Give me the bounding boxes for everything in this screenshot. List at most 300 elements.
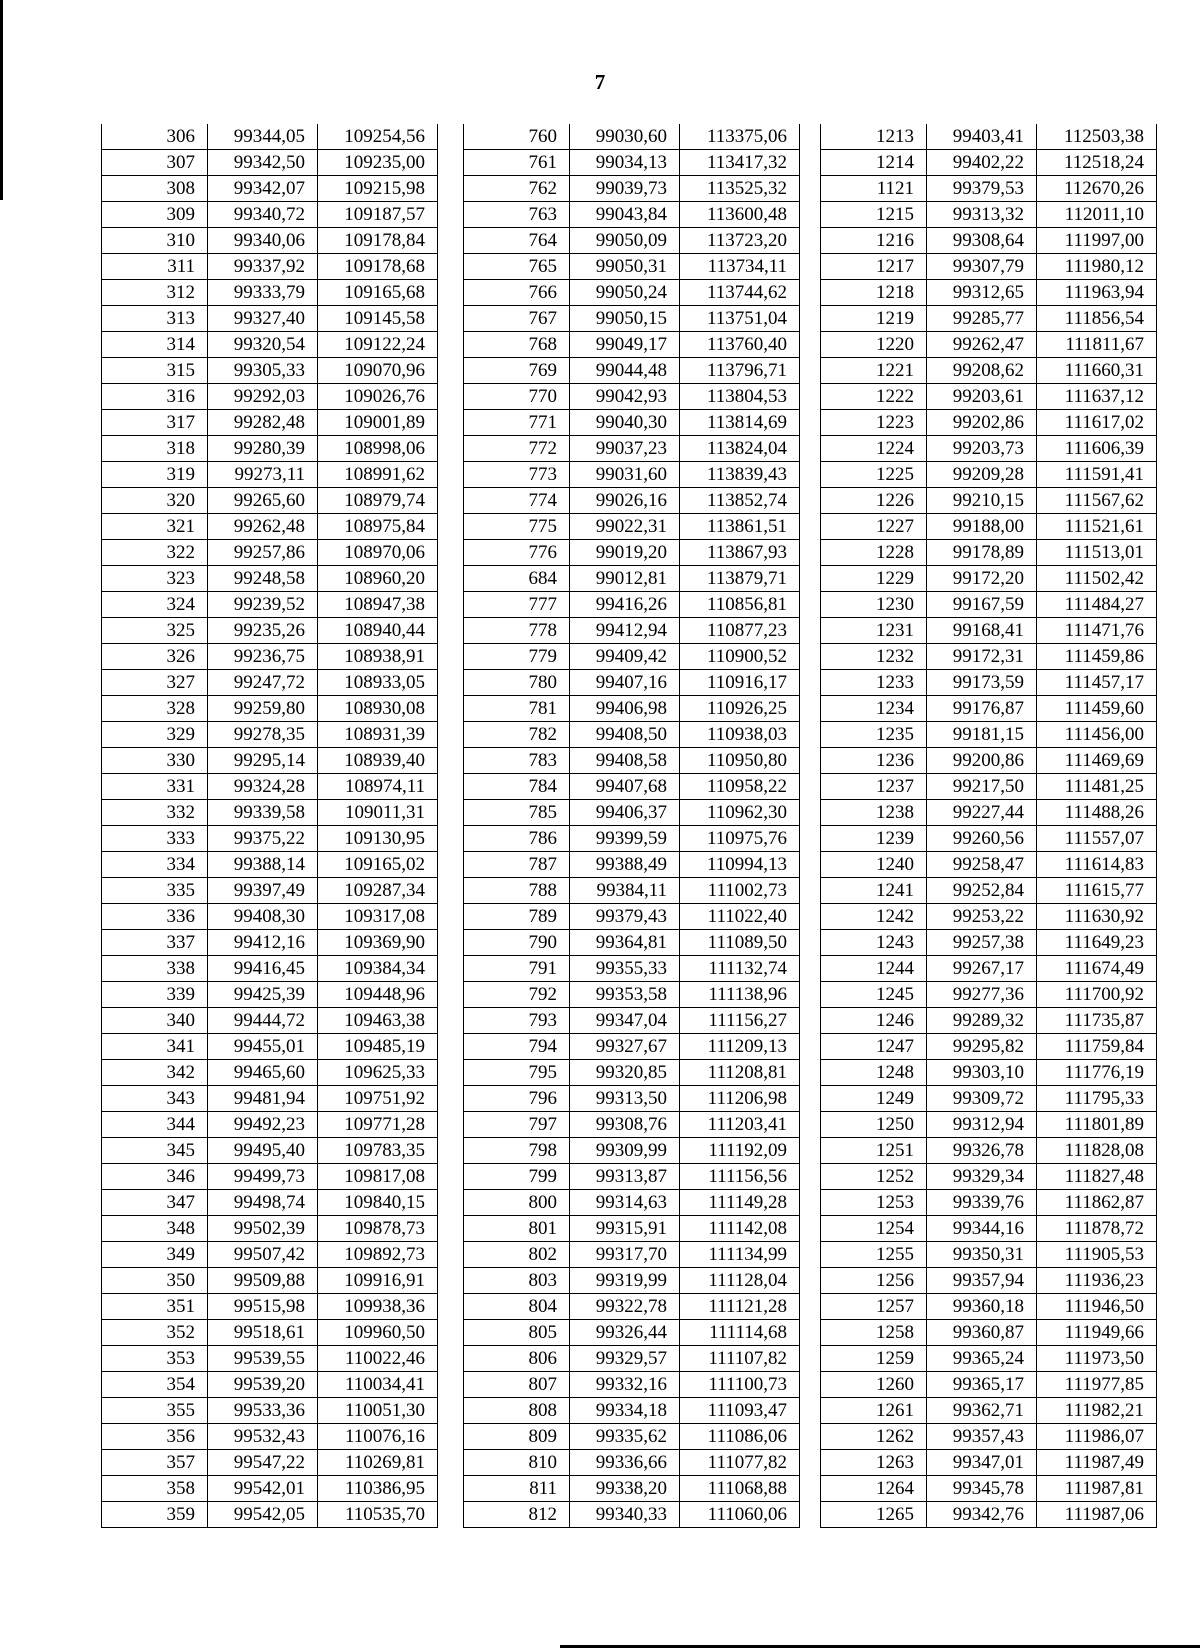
x-coordinate-cell: 99333,79 — [208, 280, 318, 306]
point-number-cell: 1234 — [821, 696, 927, 722]
x-coordinate-cell: 99412,16 — [208, 930, 318, 956]
point-number-cell: 799 — [464, 1164, 570, 1190]
y-coordinate-cell: 110051,30 — [318, 1398, 438, 1424]
point-number-cell: 791 — [464, 956, 570, 982]
table-row — [464, 1502, 800, 1528]
y-coordinate-cell: 109011,31 — [318, 800, 438, 826]
table-row — [102, 1502, 438, 1528]
table-row — [102, 410, 438, 436]
y-coordinate-cell: 110856,81 — [680, 592, 800, 618]
y-coordinate-cell: 109130,95 — [318, 826, 438, 852]
x-coordinate-cell: 99388,49 — [570, 852, 680, 878]
y-coordinate-cell: 111459,86 — [1037, 644, 1157, 670]
point-number-cell: 1256 — [821, 1268, 927, 1294]
y-coordinate-cell: 109165,68 — [318, 280, 438, 306]
y-coordinate-cell: 111660,31 — [1037, 358, 1157, 384]
x-coordinate-cell: 99416,45 — [208, 956, 318, 982]
point-number-cell: 772 — [464, 436, 570, 462]
x-coordinate-cell: 99012,81 — [570, 566, 680, 592]
y-coordinate-cell: 109369,90 — [318, 930, 438, 956]
table-row — [464, 1424, 800, 1450]
point-number-cell: 1225 — [821, 462, 927, 488]
x-coordinate-cell: 99416,26 — [570, 592, 680, 618]
point-number-cell: 334 — [102, 852, 208, 878]
point-number-cell: 781 — [464, 696, 570, 722]
x-coordinate-cell: 99340,06 — [208, 228, 318, 254]
y-coordinate-cell: 111997,00 — [1037, 228, 1157, 254]
table-row — [821, 748, 1157, 774]
point-number-cell: 810 — [464, 1450, 570, 1476]
table-row — [464, 306, 800, 332]
table-row — [464, 878, 800, 904]
table-row — [821, 332, 1157, 358]
x-coordinate-cell: 99050,24 — [570, 280, 680, 306]
point-number-cell: 684 — [464, 566, 570, 592]
point-number-cell: 1232 — [821, 644, 927, 670]
point-number-cell: 783 — [464, 748, 570, 774]
y-coordinate-cell: 109235,00 — [318, 150, 438, 176]
point-number-cell: 766 — [464, 280, 570, 306]
point-number-cell: 355 — [102, 1398, 208, 1424]
table-row — [821, 904, 1157, 930]
x-coordinate-cell: 99262,47 — [927, 332, 1037, 358]
y-coordinate-cell: 111987,81 — [1037, 1476, 1157, 1502]
table-row — [821, 1034, 1157, 1060]
x-coordinate-cell: 99167,59 — [927, 592, 1037, 618]
table-row — [102, 384, 438, 410]
table-row — [102, 150, 438, 176]
table-row — [821, 1476, 1157, 1502]
point-number-cell: 1253 — [821, 1190, 927, 1216]
point-number-cell: 1228 — [821, 540, 927, 566]
table-row — [102, 1450, 438, 1476]
table-row — [464, 852, 800, 878]
y-coordinate-cell: 111209,13 — [680, 1034, 800, 1060]
point-number-cell: 1259 — [821, 1346, 927, 1372]
point-number-cell: 763 — [464, 202, 570, 228]
table-row — [464, 1372, 800, 1398]
x-coordinate-cell: 99168,41 — [927, 618, 1037, 644]
point-number-cell: 1262 — [821, 1424, 927, 1450]
x-coordinate-cell: 99498,74 — [208, 1190, 318, 1216]
x-coordinate-cell: 99208,62 — [927, 358, 1037, 384]
table-row — [464, 696, 800, 722]
table-row — [464, 462, 800, 488]
x-coordinate-cell: 99203,73 — [927, 436, 1037, 462]
x-coordinate-cell: 99317,70 — [570, 1242, 680, 1268]
table-row — [464, 358, 800, 384]
table-row — [821, 1424, 1157, 1450]
y-coordinate-cell: 111134,99 — [680, 1242, 800, 1268]
y-coordinate-cell: 109817,08 — [318, 1164, 438, 1190]
table-row — [102, 306, 438, 332]
table-row — [821, 1242, 1157, 1268]
y-coordinate-cell: 108970,06 — [318, 540, 438, 566]
point-number-cell: 1227 — [821, 514, 927, 540]
table-row — [102, 540, 438, 566]
y-coordinate-cell: 111488,26 — [1037, 800, 1157, 826]
x-coordinate-cell: 99408,30 — [208, 904, 318, 930]
point-number-cell: 1243 — [821, 930, 927, 956]
table-row — [464, 1320, 800, 1346]
y-coordinate-cell: 108974,11 — [318, 774, 438, 800]
x-coordinate-cell: 99518,61 — [208, 1320, 318, 1346]
x-coordinate-cell: 99365,17 — [927, 1372, 1037, 1398]
point-number-cell: 338 — [102, 956, 208, 982]
x-coordinate-cell: 99322,78 — [570, 1294, 680, 1320]
y-coordinate-cell: 113879,71 — [680, 566, 800, 592]
table-row — [102, 1242, 438, 1268]
x-coordinate-cell: 99342,50 — [208, 150, 318, 176]
y-coordinate-cell: 108975,84 — [318, 514, 438, 540]
table-row — [102, 332, 438, 358]
table-row — [821, 410, 1157, 436]
y-coordinate-cell: 111606,39 — [1037, 436, 1157, 462]
y-coordinate-cell: 110034,41 — [318, 1372, 438, 1398]
y-coordinate-cell: 109840,15 — [318, 1190, 438, 1216]
y-coordinate-cell: 111114,68 — [680, 1320, 800, 1346]
x-coordinate-cell: 99312,65 — [927, 280, 1037, 306]
y-coordinate-cell: 113417,32 — [680, 150, 800, 176]
point-number-cell: 326 — [102, 644, 208, 670]
table-row — [821, 306, 1157, 332]
point-number-cell: 353 — [102, 1346, 208, 1372]
table-row — [102, 1008, 438, 1034]
point-number-cell: 358 — [102, 1476, 208, 1502]
point-number-cell: 324 — [102, 592, 208, 618]
y-coordinate-cell: 108947,38 — [318, 592, 438, 618]
x-coordinate-cell: 99312,94 — [927, 1112, 1037, 1138]
table-row — [464, 384, 800, 410]
point-number-cell: 784 — [464, 774, 570, 800]
y-coordinate-cell: 111986,07 — [1037, 1424, 1157, 1450]
y-coordinate-cell: 111002,73 — [680, 878, 800, 904]
point-number-cell: 327 — [102, 670, 208, 696]
x-coordinate-cell: 99499,73 — [208, 1164, 318, 1190]
point-number-cell: 312 — [102, 280, 208, 306]
y-coordinate-cell: 113525,32 — [680, 176, 800, 202]
x-coordinate-cell: 99329,34 — [927, 1164, 1037, 1190]
point-number-cell: 344 — [102, 1112, 208, 1138]
point-number-cell: 794 — [464, 1034, 570, 1060]
x-coordinate-cell: 99425,39 — [208, 982, 318, 1008]
coordinate-table-2 — [463, 124, 800, 1528]
x-coordinate-cell: 99285,77 — [927, 306, 1037, 332]
point-number-cell: 346 — [102, 1164, 208, 1190]
y-coordinate-cell: 109178,68 — [318, 254, 438, 280]
x-coordinate-cell: 99260,56 — [927, 826, 1037, 852]
x-coordinate-cell: 99326,78 — [927, 1138, 1037, 1164]
table-row — [821, 696, 1157, 722]
table-row — [821, 540, 1157, 566]
x-coordinate-cell: 99030,60 — [570, 124, 680, 150]
table-row — [464, 1008, 800, 1034]
x-coordinate-cell: 99262,48 — [208, 514, 318, 540]
y-coordinate-cell: 111513,01 — [1037, 540, 1157, 566]
y-coordinate-cell: 113751,04 — [680, 306, 800, 332]
x-coordinate-cell: 99360,18 — [927, 1294, 1037, 1320]
table-row — [821, 956, 1157, 982]
y-coordinate-cell: 110877,23 — [680, 618, 800, 644]
point-number-cell: 347 — [102, 1190, 208, 1216]
table-row — [464, 1346, 800, 1372]
point-number-cell: 765 — [464, 254, 570, 280]
point-number-cell: 809 — [464, 1424, 570, 1450]
x-coordinate-cell: 99542,01 — [208, 1476, 318, 1502]
x-coordinate-cell: 99344,16 — [927, 1216, 1037, 1242]
x-coordinate-cell: 99227,44 — [927, 800, 1037, 826]
y-coordinate-cell: 111484,27 — [1037, 592, 1157, 618]
x-coordinate-cell: 99239,52 — [208, 592, 318, 618]
x-coordinate-cell: 99339,76 — [927, 1190, 1037, 1216]
x-coordinate-cell: 99022,31 — [570, 514, 680, 540]
table-row — [821, 1502, 1157, 1528]
y-coordinate-cell: 109165,02 — [318, 852, 438, 878]
point-number-cell: 337 — [102, 930, 208, 956]
point-number-cell: 342 — [102, 1060, 208, 1086]
y-coordinate-cell: 111107,82 — [680, 1346, 800, 1372]
x-coordinate-cell: 99465,60 — [208, 1060, 318, 1086]
table-row — [821, 124, 1157, 150]
table-row — [102, 852, 438, 878]
y-coordinate-cell: 110926,25 — [680, 696, 800, 722]
table-row — [464, 1112, 800, 1138]
point-number-cell: 359 — [102, 1502, 208, 1528]
x-coordinate-cell: 99539,55 — [208, 1346, 318, 1372]
table-row — [821, 878, 1157, 904]
y-coordinate-cell: 109878,73 — [318, 1216, 438, 1242]
table-row — [102, 1294, 438, 1320]
y-coordinate-cell: 111060,06 — [680, 1502, 800, 1528]
y-coordinate-cell: 113723,20 — [680, 228, 800, 254]
point-number-cell: 307 — [102, 150, 208, 176]
y-coordinate-cell: 111077,82 — [680, 1450, 800, 1476]
table-row — [464, 774, 800, 800]
table-row — [102, 1190, 438, 1216]
coordinate-table-3 — [820, 124, 1157, 1528]
point-number-cell: 1249 — [821, 1086, 927, 1112]
x-coordinate-cell: 99034,13 — [570, 150, 680, 176]
x-coordinate-cell: 99258,47 — [927, 852, 1037, 878]
x-coordinate-cell: 99409,42 — [570, 644, 680, 670]
x-coordinate-cell: 99210,15 — [927, 488, 1037, 514]
point-number-cell: 805 — [464, 1320, 570, 1346]
x-coordinate-cell: 99444,72 — [208, 1008, 318, 1034]
point-number-cell: 316 — [102, 384, 208, 410]
x-coordinate-cell: 99295,14 — [208, 748, 318, 774]
y-coordinate-cell: 111614,83 — [1037, 852, 1157, 878]
x-coordinate-cell: 99315,91 — [570, 1216, 680, 1242]
table-row — [102, 1216, 438, 1242]
table-row — [821, 722, 1157, 748]
table-row — [821, 852, 1157, 878]
table-row — [102, 592, 438, 618]
x-coordinate-cell: 99319,99 — [570, 1268, 680, 1294]
y-coordinate-cell: 111862,87 — [1037, 1190, 1157, 1216]
y-coordinate-cell: 110022,46 — [318, 1346, 438, 1372]
y-coordinate-cell: 109215,98 — [318, 176, 438, 202]
point-number-cell: 322 — [102, 540, 208, 566]
y-coordinate-cell: 109771,28 — [318, 1112, 438, 1138]
point-number-cell: 313 — [102, 306, 208, 332]
x-coordinate-cell: 99338,20 — [570, 1476, 680, 1502]
point-number-cell: 812 — [464, 1502, 570, 1528]
table-row — [464, 592, 800, 618]
y-coordinate-cell: 111156,27 — [680, 1008, 800, 1034]
x-coordinate-cell: 99313,50 — [570, 1086, 680, 1112]
x-coordinate-cell: 99248,58 — [208, 566, 318, 592]
y-coordinate-cell: 111905,53 — [1037, 1242, 1157, 1268]
x-coordinate-cell: 99202,86 — [927, 410, 1037, 436]
table-row — [821, 1138, 1157, 1164]
x-coordinate-cell: 99329,57 — [570, 1346, 680, 1372]
table-row — [102, 1476, 438, 1502]
point-number-cell: 351 — [102, 1294, 208, 1320]
y-coordinate-cell: 111557,07 — [1037, 826, 1157, 852]
table-row — [821, 150, 1157, 176]
y-coordinate-cell: 113760,40 — [680, 332, 800, 358]
x-coordinate-cell: 99050,15 — [570, 306, 680, 332]
point-number-cell: 1250 — [821, 1112, 927, 1138]
point-number-cell: 1238 — [821, 800, 927, 826]
point-number-cell: 330 — [102, 748, 208, 774]
x-coordinate-cell: 99334,18 — [570, 1398, 680, 1424]
table-row — [102, 280, 438, 306]
x-coordinate-cell: 99515,98 — [208, 1294, 318, 1320]
table-row — [821, 774, 1157, 800]
table-row — [821, 1398, 1157, 1424]
x-coordinate-cell: 99026,16 — [570, 488, 680, 514]
point-number-cell: 1235 — [821, 722, 927, 748]
y-coordinate-cell: 108940,44 — [318, 618, 438, 644]
point-number-cell: 332 — [102, 800, 208, 826]
x-coordinate-cell: 99345,78 — [927, 1476, 1037, 1502]
point-number-cell: 782 — [464, 722, 570, 748]
x-coordinate-cell: 99050,09 — [570, 228, 680, 254]
point-number-cell: 317 — [102, 410, 208, 436]
point-number-cell: 321 — [102, 514, 208, 540]
table-row — [102, 1372, 438, 1398]
y-coordinate-cell: 111980,12 — [1037, 254, 1157, 280]
table-row — [464, 1398, 800, 1424]
x-coordinate-cell: 99277,36 — [927, 982, 1037, 1008]
point-number-cell: 1265 — [821, 1502, 927, 1528]
table-row — [464, 800, 800, 826]
table-row — [821, 254, 1157, 280]
y-coordinate-cell: 111086,06 — [680, 1424, 800, 1450]
y-coordinate-cell: 111776,19 — [1037, 1060, 1157, 1086]
table-row — [464, 1164, 800, 1190]
table-row — [821, 1346, 1157, 1372]
point-number-cell: 768 — [464, 332, 570, 358]
x-coordinate-cell: 99203,61 — [927, 384, 1037, 410]
point-number-cell: 1216 — [821, 228, 927, 254]
y-coordinate-cell: 111121,28 — [680, 1294, 800, 1320]
y-coordinate-cell: 111977,85 — [1037, 1372, 1157, 1398]
point-number-cell: 793 — [464, 1008, 570, 1034]
x-coordinate-cell: 99335,62 — [570, 1424, 680, 1450]
x-coordinate-cell: 99280,39 — [208, 436, 318, 462]
x-coordinate-cell: 99282,48 — [208, 410, 318, 436]
table-row — [821, 1216, 1157, 1242]
coordinate-table-1 — [101, 124, 438, 1528]
table-row — [102, 1398, 438, 1424]
x-coordinate-cell: 99019,20 — [570, 540, 680, 566]
y-coordinate-cell: 111649,23 — [1037, 930, 1157, 956]
table-row — [102, 878, 438, 904]
x-coordinate-cell: 99350,31 — [927, 1242, 1037, 1268]
y-coordinate-cell: 113867,93 — [680, 540, 800, 566]
table-row — [102, 618, 438, 644]
y-coordinate-cell: 110535,70 — [318, 1502, 438, 1528]
table-row — [821, 228, 1157, 254]
point-number-cell: 1247 — [821, 1034, 927, 1060]
x-coordinate-cell: 99267,17 — [927, 956, 1037, 982]
x-coordinate-cell: 99172,31 — [927, 644, 1037, 670]
x-coordinate-cell: 99533,36 — [208, 1398, 318, 1424]
table-row — [464, 410, 800, 436]
table-row — [102, 1346, 438, 1372]
table-row — [102, 1424, 438, 1450]
x-coordinate-cell: 99379,43 — [570, 904, 680, 930]
y-coordinate-cell: 109254,56 — [318, 124, 438, 150]
x-coordinate-cell: 99375,22 — [208, 826, 318, 852]
x-coordinate-cell: 99495,40 — [208, 1138, 318, 1164]
table-row — [821, 1164, 1157, 1190]
y-coordinate-cell: 110994,13 — [680, 852, 800, 878]
y-coordinate-cell: 110269,81 — [318, 1450, 438, 1476]
y-coordinate-cell: 111878,72 — [1037, 1216, 1157, 1242]
point-number-cell: 1248 — [821, 1060, 927, 1086]
y-coordinate-cell: 110950,80 — [680, 748, 800, 774]
point-number-cell: 311 — [102, 254, 208, 280]
table-row — [464, 1190, 800, 1216]
x-coordinate-cell: 99342,07 — [208, 176, 318, 202]
y-coordinate-cell: 110916,17 — [680, 670, 800, 696]
point-number-cell: 314 — [102, 332, 208, 358]
x-coordinate-cell: 99042,93 — [570, 384, 680, 410]
y-coordinate-cell: 109783,35 — [318, 1138, 438, 1164]
point-number-cell: 331 — [102, 774, 208, 800]
point-number-cell: 325 — [102, 618, 208, 644]
table-row — [464, 1242, 800, 1268]
table-row — [821, 930, 1157, 956]
table-row — [464, 904, 800, 930]
point-number-cell: 1241 — [821, 878, 927, 904]
table-row — [102, 566, 438, 592]
y-coordinate-cell: 112670,26 — [1037, 176, 1157, 202]
y-coordinate-cell: 109463,38 — [318, 1008, 438, 1034]
x-coordinate-cell: 99217,50 — [927, 774, 1037, 800]
y-coordinate-cell: 111138,96 — [680, 982, 800, 1008]
x-coordinate-cell: 99326,44 — [570, 1320, 680, 1346]
point-number-cell: 796 — [464, 1086, 570, 1112]
y-coordinate-cell: 109122,24 — [318, 332, 438, 358]
y-coordinate-cell: 109485,19 — [318, 1034, 438, 1060]
point-number-cell: 802 — [464, 1242, 570, 1268]
y-coordinate-cell: 111735,87 — [1037, 1008, 1157, 1034]
table-row — [464, 540, 800, 566]
table-row — [464, 1268, 800, 1294]
point-number-cell: 1236 — [821, 748, 927, 774]
y-coordinate-cell: 111630,92 — [1037, 904, 1157, 930]
table-row — [464, 826, 800, 852]
table-row — [464, 1476, 800, 1502]
x-coordinate-cell: 99295,82 — [927, 1034, 1037, 1060]
x-coordinate-cell: 99257,38 — [927, 930, 1037, 956]
table-row — [464, 1034, 800, 1060]
table-row — [464, 982, 800, 1008]
